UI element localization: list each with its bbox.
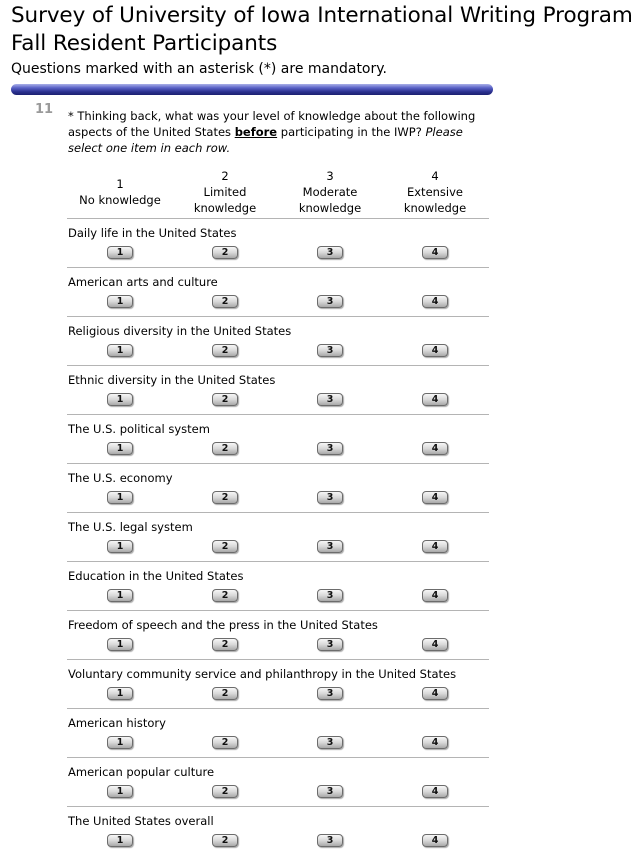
rating-button-1[interactable]: 1 xyxy=(107,246,133,259)
row-label: American popular culture xyxy=(68,765,215,779)
rating-button-4[interactable]: 4 xyxy=(422,736,448,749)
matrix-row xyxy=(67,512,489,561)
rating-button-3[interactable]: 3 xyxy=(317,246,343,259)
scale-label-line1: No knowledge xyxy=(79,193,161,207)
rating-button-2[interactable]: 2 xyxy=(212,687,238,700)
rating-button-3[interactable]: 3 xyxy=(317,295,343,308)
row-label: Daily life in the United States xyxy=(68,226,237,240)
question-text-part2: participating in the IWP? xyxy=(280,125,422,139)
rating-button-2[interactable]: 2 xyxy=(212,491,238,504)
rating-button-3[interactable]: 3 xyxy=(317,540,343,553)
rating-button-3[interactable]: 3 xyxy=(317,736,343,749)
rating-button-1[interactable]: 1 xyxy=(107,589,133,602)
survey-title xyxy=(11,2,639,58)
rating-button-4[interactable]: 4 xyxy=(422,834,448,847)
rating-button-3[interactable]: 3 xyxy=(317,344,343,357)
scale-label-line2: knowledge xyxy=(298,201,362,215)
scale-label-line1: Extensive xyxy=(406,185,463,199)
row-label: The U.S. legal system xyxy=(68,520,193,534)
rating-button-1[interactable]: 1 xyxy=(107,785,133,798)
rating-button-1[interactable]: 1 xyxy=(107,687,133,700)
rating-button-3[interactable]: 3 xyxy=(317,393,343,406)
row-label: Education in the United States xyxy=(68,569,244,583)
matrix-row xyxy=(67,414,489,463)
rating-button-4[interactable]: 4 xyxy=(422,393,448,406)
rating-button-2[interactable]: 2 xyxy=(212,442,238,455)
rating-button-2[interactable]: 2 xyxy=(212,834,238,847)
required-asterisk: * xyxy=(68,109,74,123)
matrix-row xyxy=(67,757,489,806)
rating-button-3[interactable]: 3 xyxy=(317,638,343,651)
rating-button-2[interactable]: 2 xyxy=(212,589,238,602)
mandatory-note: Questions marked with an asterisk (*) are mandatory. xyxy=(11,61,387,77)
row-label: Ethnic diversity in the United States xyxy=(68,373,276,387)
row-label: Freedom of speech and the press in the United States xyxy=(68,618,378,632)
matrix-rows xyxy=(67,218,489,855)
rating-button-4[interactable]: 4 xyxy=(422,442,448,455)
rating-button-1[interactable]: 1 xyxy=(107,638,133,651)
rating-button-2[interactable]: 2 xyxy=(212,393,238,406)
scale-column-2 xyxy=(170,168,280,216)
matrix-row xyxy=(67,708,489,757)
row-label: The United States overall xyxy=(68,814,214,828)
rating-button-4[interactable]: 4 xyxy=(422,540,448,553)
rating-button-4[interactable]: 4 xyxy=(422,687,448,700)
scale-label-line1: Limited xyxy=(203,185,247,199)
scale-value: 1 xyxy=(116,177,124,191)
row-label: Voluntary community service and philanthropy in the United States xyxy=(68,667,457,681)
rating-button-4[interactable]: 4 xyxy=(422,295,448,308)
matrix-row xyxy=(67,267,489,316)
scale-value: 4 xyxy=(431,169,439,183)
rating-button-4[interactable]: 4 xyxy=(422,491,448,504)
question-text-emphasis: before xyxy=(234,125,278,139)
rating-button-3[interactable]: 3 xyxy=(317,687,343,700)
rating-button-4[interactable]: 4 xyxy=(422,589,448,602)
scale-label-line2: knowledge xyxy=(403,201,467,215)
question-instruction: Please select one item in each row. xyxy=(68,125,463,155)
rating-button-1[interactable]: 1 xyxy=(107,540,133,553)
scale-value: 3 xyxy=(326,169,334,183)
scale-column-1 xyxy=(65,176,175,208)
header-divider-bar xyxy=(11,84,493,95)
rating-button-2[interactable]: 2 xyxy=(212,736,238,749)
row-label: The U.S. political system xyxy=(68,422,210,436)
matrix-row xyxy=(67,659,489,708)
rating-button-1[interactable]: 1 xyxy=(107,393,133,406)
rating-button-2[interactable]: 2 xyxy=(212,785,238,798)
rating-button-4[interactable]: 4 xyxy=(422,638,448,651)
matrix-row xyxy=(67,806,489,855)
rating-button-3[interactable]: 3 xyxy=(317,442,343,455)
rating-button-4[interactable]: 4 xyxy=(422,785,448,798)
matrix-row xyxy=(67,610,489,659)
row-label: Religious diversity in the United States xyxy=(68,324,292,338)
rating-button-4[interactable]: 4 xyxy=(422,344,448,357)
survey-title-line2: Fall Resident Participants xyxy=(11,31,278,56)
rating-button-3[interactable]: 3 xyxy=(317,785,343,798)
rating-button-1[interactable]: 1 xyxy=(107,442,133,455)
scale-column-4 xyxy=(380,168,490,216)
rating-button-1[interactable]: 1 xyxy=(107,736,133,749)
question-text xyxy=(68,108,478,156)
rating-button-2[interactable]: 2 xyxy=(212,638,238,651)
matrix-row xyxy=(67,561,489,610)
scale-label-line1: Moderate xyxy=(302,185,358,199)
rating-button-3[interactable]: 3 xyxy=(317,834,343,847)
survey-title-line1: Survey of University of Iowa International Writing Program xyxy=(11,3,633,28)
row-label: The U.S. economy xyxy=(68,471,173,485)
rating-button-2[interactable]: 2 xyxy=(212,246,238,259)
matrix-row xyxy=(67,365,489,414)
rating-button-1[interactable]: 1 xyxy=(107,344,133,357)
matrix-row xyxy=(67,218,489,267)
matrix-row xyxy=(67,463,489,512)
question-text-part1: Thinking back, what was your level of knowledge about the following aspects of the United States xyxy=(68,109,476,139)
rating-button-4[interactable]: 4 xyxy=(422,246,448,259)
rating-button-3[interactable]: 3 xyxy=(317,491,343,504)
rating-button-3[interactable]: 3 xyxy=(317,589,343,602)
rating-button-2[interactable]: 2 xyxy=(212,344,238,357)
row-label: American history xyxy=(68,716,166,730)
scale-label-line2: knowledge xyxy=(193,201,257,215)
matrix-row xyxy=(67,316,489,365)
question-number: 11 xyxy=(35,102,54,117)
rating-button-2[interactable]: 2 xyxy=(212,540,238,553)
rating-button-1[interactable]: 1 xyxy=(107,295,133,308)
scale-value: 2 xyxy=(221,169,229,183)
rating-button-2[interactable]: 2 xyxy=(212,295,238,308)
row-label: American arts and culture xyxy=(68,275,218,289)
rating-button-1[interactable]: 1 xyxy=(107,834,133,847)
scale-column-3 xyxy=(275,168,385,216)
rating-button-1[interactable]: 1 xyxy=(107,491,133,504)
